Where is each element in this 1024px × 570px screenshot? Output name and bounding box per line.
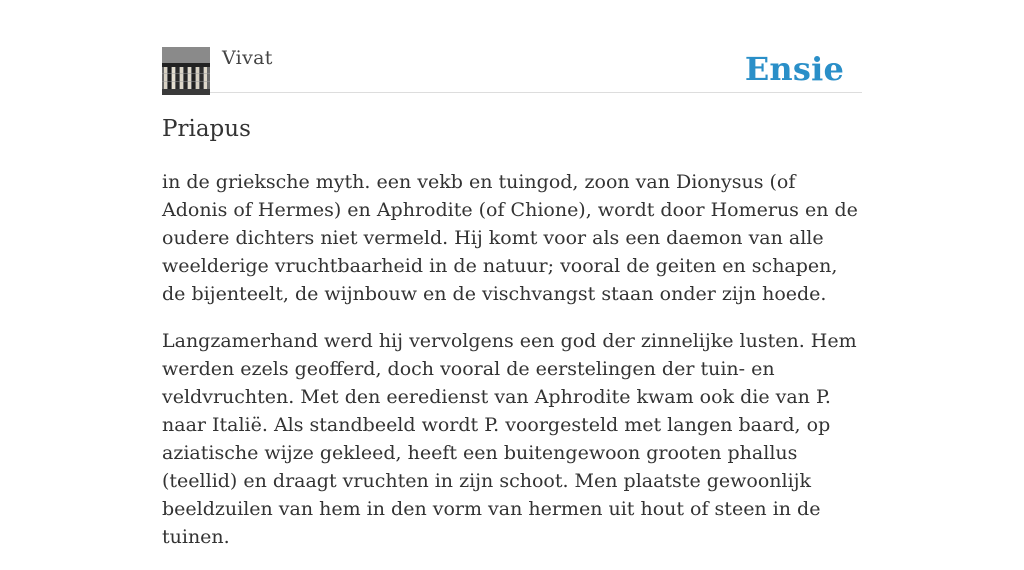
article-paragraph: in de grieksche myth. een vekb en tuingod, zoon van Dionysus (of Adonis of Hermes) en Aphrodite (of Chione), wordt door Homerus en de oudere dichters niet vermeld. Hij komt voor als een daemon van alle weelderige vruchtbaarheid in de natuur; vooral de geiten en schapen, de bijenteelt, de wijnbouw en de vischvangst staan onder zijn hoede. — [162, 171, 858, 305]
article-body — [162, 168, 862, 570]
brand-logo[interactable]: Ensie — [744, 50, 844, 88]
article-paragraph: Langzamerhand werd hij vervolgens een god der zinnelijke lusten. Hem werden ezels geofferd, doch vooral de eerstelingen der tuin- en veldvruchten. Met den eeredienst van Aphrodite kwam ook die van P. naar Italië. Als standbeeld wordt P. voorgesteld met langen baard, op aziatische wijze gekleed, heeft een buitengewoon grooten phallus (teellid) en draagt vruchten in zijn schoot. Men plaatste gewoonlijk beeldzuilen van hem in den vorm van hermen uit hout of steen in de tuinen. — [162, 330, 857, 548]
book-spines-image — [162, 47, 210, 95]
dictionary-name[interactable]: Vivat — [222, 47, 273, 69]
header — [162, 46, 862, 93]
dictionary-avatar[interactable] — [162, 47, 210, 95]
article-title: Priapus — [162, 116, 251, 142]
